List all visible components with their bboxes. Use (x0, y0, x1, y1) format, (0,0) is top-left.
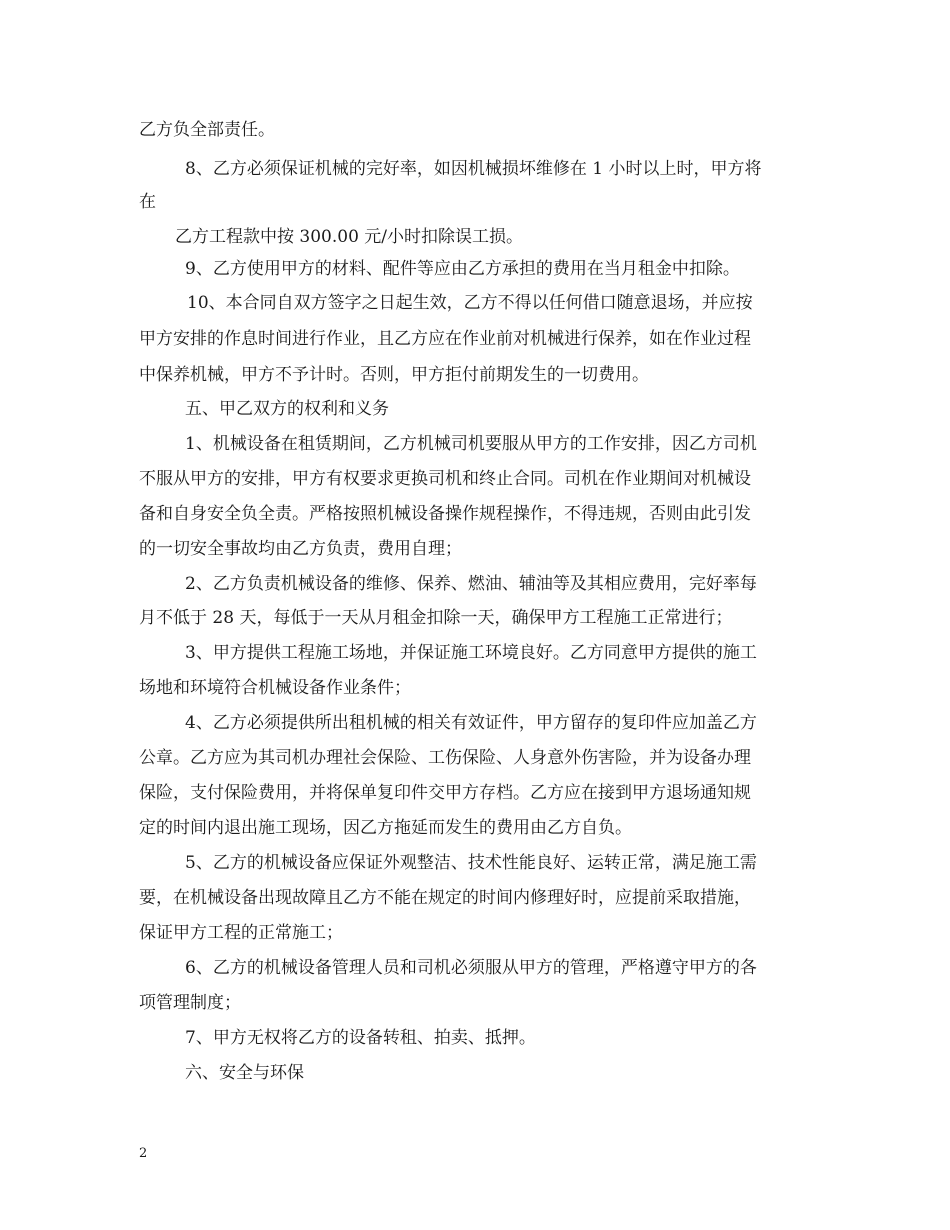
text-line: 的一切安全事故均由乙方负责，费用自理； (139, 539, 462, 559)
text-line: 保证甲方工程的正常施工； (139, 923, 343, 943)
text-line: 8、乙方必须保证机械的完好率，如因机械损坏维修在 1 小时以上时，甲方将 (185, 159, 762, 179)
text-line: 1、机械设备在租赁期间，乙方机械司机要服从甲方的工作安排，因乙方司机 (185, 434, 757, 454)
text-line: 在 (139, 192, 156, 212)
text-line: 4、乙方必须提供所出租机械的相关有效证件，甲方留存的复印件应加盖乙方 (185, 713, 757, 733)
text-line: 公章。乙方应为其司机办理社会保险、工伤保险、人身意外伤害险，并为设备办理 (139, 748, 751, 768)
text-line: 乙方工程款中按 300.00 元/小时扣除误工损。 (175, 227, 524, 247)
section-heading: 六、安全与环保 (185, 1063, 304, 1083)
section-heading: 五、甲乙双方的权利和义务 (185, 399, 389, 419)
text-line: 乙方负全部责任。 (139, 120, 275, 140)
text-line: 6、乙方的机械设备管理人员和司机必须服从甲方的管理，严格遵守甲方的各 (185, 958, 757, 978)
text-line: 项管理制度； (139, 993, 241, 1013)
text-line: 要，在机械设备出现故障且乙方不能在规定的时间内修理好时，应提前采取措施， (139, 888, 751, 908)
text-line: 9、乙方使用甲方的材料、配件等应由乙方承担的费用在当月租金中扣除。 (185, 259, 740, 279)
text-line: 中保养机械，甲方不予计时。否则，甲方拒付前期发生的一切费用。 (139, 365, 649, 385)
text-line: 备和自身安全负全责。严格按照机械设备操作规程操作，不得违规，否则由此引发 (139, 504, 751, 524)
text-line: 3、甲方提供工程施工场地，并保证施工环境良好。乙方同意甲方提供的施工 (185, 643, 757, 663)
text-line: 不服从甲方的安排，甲方有权要求更换司机和终止合同。司机在作业期间对机械设 (139, 469, 751, 489)
text-line: 7、甲方无权将乙方的设备转租、拍卖、抵押。 (185, 1028, 536, 1048)
text-line: 甲方安排的作息时间进行作业，且乙方应在作业前对机械进行保养，如在作业过程 (139, 329, 751, 349)
text-line: 场地和环境符合机械设备作业条件； (139, 678, 411, 698)
page-number: 2 (139, 1146, 148, 1161)
text-line: 10、本合同自双方签字之日起生效，乙方不得以任何借口随意退场，并应按 (187, 293, 753, 313)
text-line: 月不低于 28 天，每低于一天从月租金扣除一天，确保甲方工程施工正常进行； (139, 608, 733, 628)
text-line: 保险，支付保险费用，并将保单复印件交甲方存档。乙方应在接到甲方退场通知规 (139, 783, 751, 803)
text-line: 2、乙方负责机械设备的维修、保养、燃油、辅油等及其相应费用，完好率每 (185, 574, 757, 594)
text-line: 5、乙方的机械设备应保证外观整洁、技术性能良好、运转正常，满足施工需 (185, 853, 757, 873)
text-line: 定的时间内退出施工现场，因乙方拖延而发生的费用由乙方自负。 (139, 818, 632, 838)
